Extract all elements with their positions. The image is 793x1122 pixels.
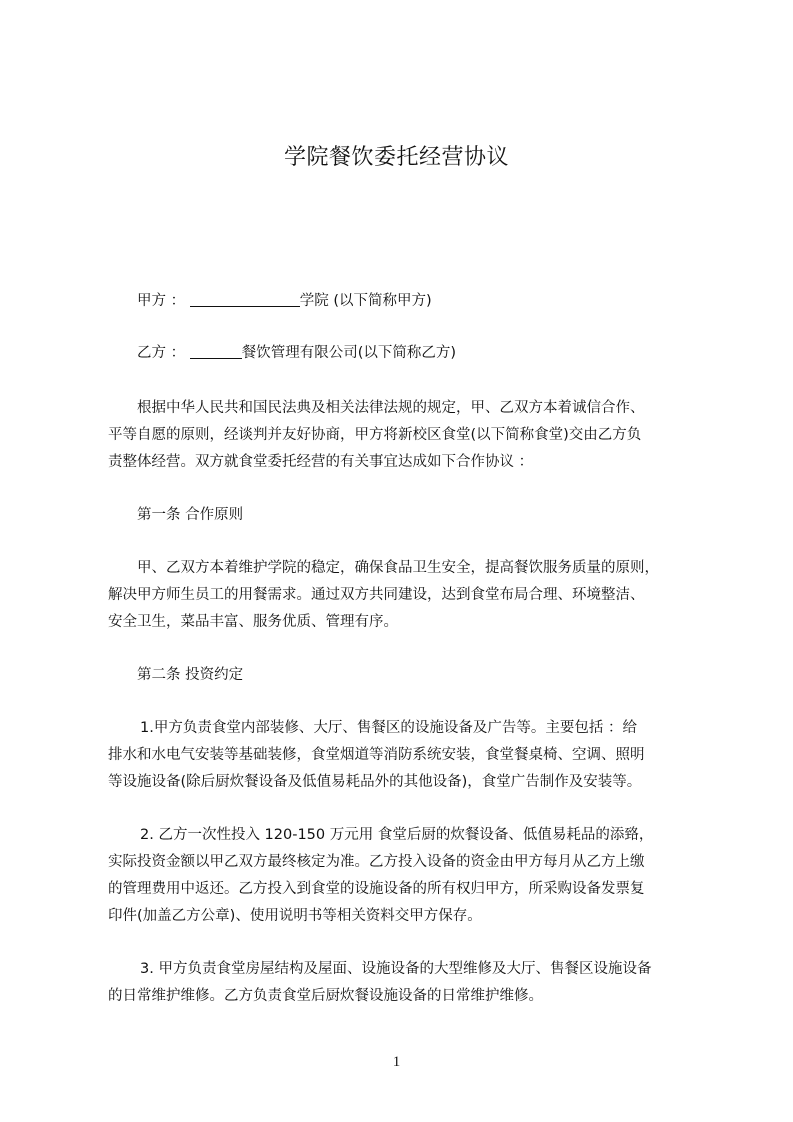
- article-2-item2-line: 的管理费用中返还。乙方投入到食堂的设施设备的所有权归甲方，所采购设备发票复: [108, 881, 645, 897]
- article-2-heading: 第二条 投资约定: [137, 667, 244, 683]
- article-2-item3-line: 3. 甲方负责食堂房屋结构及屋面、设施设备的大型维修及大厅、售餐区设施设备: [140, 961, 652, 977]
- article-2-item1-line: 排水和水电气安装等基础装修，食堂烟道等消防系统安装，食堂餐桌椅、空调、照明: [108, 747, 645, 763]
- party-b-suffix: 餐饮管理有限公司(以下简称乙方): [241, 345, 457, 361]
- party-b-label: 乙方 ：: [137, 345, 186, 361]
- article-1-line: 安全卫生，菜品丰富、服务优质、管理有序。: [108, 614, 398, 630]
- page-number: 1: [392, 1054, 401, 1070]
- article-1-line: 解决甲方师生员工的用餐需求。通过双方共同建设，达到食堂布局合理、环境整洁、: [108, 587, 645, 603]
- document-title: 学院餐饮委托经营协议: [283, 145, 509, 170]
- article-1-heading: 第一条 合作原则: [137, 507, 244, 523]
- article-2-item1-line: 等设施设备(除后厨炊餐设备及低值易耗品外的其他设备)，食堂广告制作及安装等。: [108, 774, 642, 790]
- article-2-item2-line: 印件(加盖乙方公章)、使用说明书等相关资料交甲方保存。: [108, 908, 482, 924]
- party-b-line: [137, 343, 749, 363]
- party-b-blank[interactable]: [190, 344, 242, 359]
- article-2-item2-line: 2. 乙方一次性投入 120-150 万元用 食堂后厨的炊餐设备、低值易耗品的添臵，: [140, 827, 654, 843]
- article-1-line: 甲、乙双方本着维护学院的稳定，确保食品卫生安全，提高餐饮服务质量的原则，: [137, 560, 659, 576]
- article-2-item3-line: 的日常维护维修。乙方负责食堂后厨炊餐设施设备的日常维护维修。: [108, 988, 543, 1004]
- intro-line: 责整体经营。双方就食堂委托经营的有关事宜达成如下合作协议 ：: [108, 454, 534, 470]
- party-a-label: 甲方 ：: [137, 293, 186, 309]
- party-a-blank[interactable]: [190, 292, 300, 307]
- party-a-line: [137, 291, 749, 311]
- article-2-item2-line: 实际投资金额以甲乙双方最终核定为准。乙方投入设备的资金由甲方每月从乙方上缴: [108, 854, 645, 870]
- article-2-item1-line: 1.甲方负责食堂内部装修、大厅、售餐区的设施设备及广告等。主要包括 ：给: [140, 720, 637, 736]
- party-a-suffix: 学院 (以下简称甲方): [299, 293, 432, 309]
- intro-line: 平等自愿的原则，经谈判并友好协商，甲方将新校区食堂(以下简称食堂)交由乙方负: [108, 427, 642, 443]
- intro-line: 根据中华人民共和国民法典及相关法律法规的规定，甲、乙双方本着诚信合作、: [137, 400, 645, 416]
